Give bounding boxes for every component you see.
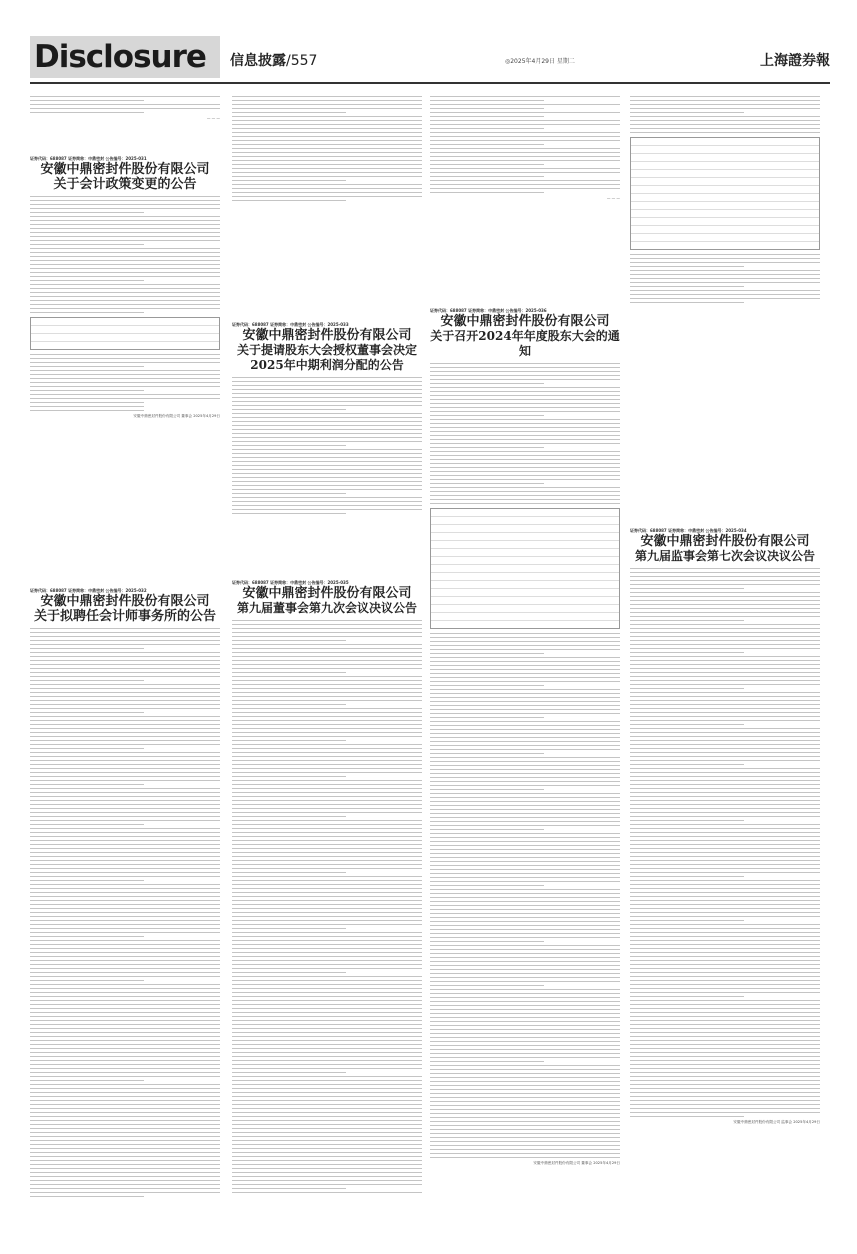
announcement-supervisory-resolution [630, 528, 820, 1125]
announcement-title: 关于召开2024年年度股东大会的通知 [430, 329, 620, 358]
announcement-title: 关于会计政策变更的公告 [53, 177, 197, 192]
announcement-signature: 安徽中鼎密封件股份有限公司 监事会 2025年4月29日 [733, 1120, 820, 1124]
announcement-company: 安徽中鼎密封件股份有限公司 [640, 534, 810, 549]
announcement-auditor [30, 588, 220, 1200]
announcement-code: 证券代码：688087 证券简称：中鼎密封 公告编号：2025-036 [430, 308, 547, 313]
disclosure-logo: Disclosure [30, 36, 220, 78]
column-3 [430, 92, 620, 200]
column-4 [630, 92, 820, 306]
announcement-title: 第九届董事会第九次会议决议公告 [236, 601, 417, 615]
issue-number: /557 [286, 53, 318, 69]
header-rule [30, 82, 830, 84]
announcement-code: 证券代码：688087 证券简称：中鼎密封 公告编号：2025-034 [630, 528, 747, 533]
announcement-signature: 安徽中鼎密封件股份有限公司 董事会 2025年4月29日 [533, 1161, 620, 1165]
announcement-title: 关于拟聘任会计师事务所的公告 [33, 609, 216, 624]
column-2 [232, 92, 422, 204]
announcement-company: 安徽中鼎密封件股份有限公司 [40, 594, 210, 609]
announcement-company: 安徽中鼎密封件股份有限公司 [242, 328, 412, 343]
announcement-title: 第九届监事会第七次会议决议公告 [634, 549, 815, 563]
announcement-code: 证券代码：688087 证券简称：中鼎密封 公告编号：2025-033 [232, 322, 349, 327]
announcement-code: 证券代码：688087 证券简称：中鼎密封 公告编号：2025-031 [30, 156, 147, 161]
section-title [230, 50, 317, 70]
masthead [30, 36, 830, 78]
announcement-company: 安徽中鼎密封件股份有限公司 [40, 162, 210, 177]
announcement-code: 证券代码：688087 证券简称：中鼎密封 公告编号：2025-035 [232, 580, 349, 585]
publication-date: ◎2025年4月29日 星期二 [505, 58, 575, 65]
proposals-table [430, 508, 620, 629]
announcement-board-resolution [232, 580, 422, 1196]
announcement-interim-dividend [232, 322, 422, 517]
announcement-signature: 安徽中鼎密封件股份有限公司 董事会 2025年4月29日 [133, 414, 220, 418]
prev-signature: — — — [206, 116, 220, 120]
column-1 [30, 92, 220, 120]
announcement-code: 证券代码：688087 证券简称：中鼎密封 公告编号：2025-032 [30, 588, 147, 593]
newspaper-name: 上海證券報 [760, 53, 830, 69]
section-name: 信息披露 [230, 53, 286, 69]
announcement-agm-notice [430, 308, 620, 1166]
proxy-table [630, 137, 820, 250]
announcement-company: 安徽中鼎密封件股份有限公司 [440, 314, 610, 329]
announcement-company: 安徽中鼎密封件股份有限公司 [242, 586, 412, 601]
announcement-title-line2: 2025年中期利润分配的公告 [250, 358, 404, 372]
data-table [30, 317, 220, 350]
announcement-title: 关于提请股东大会授权董事会决定 [236, 343, 417, 357]
prev-signature: — — — [606, 196, 620, 200]
announcement-accounting-policy [30, 156, 220, 419]
